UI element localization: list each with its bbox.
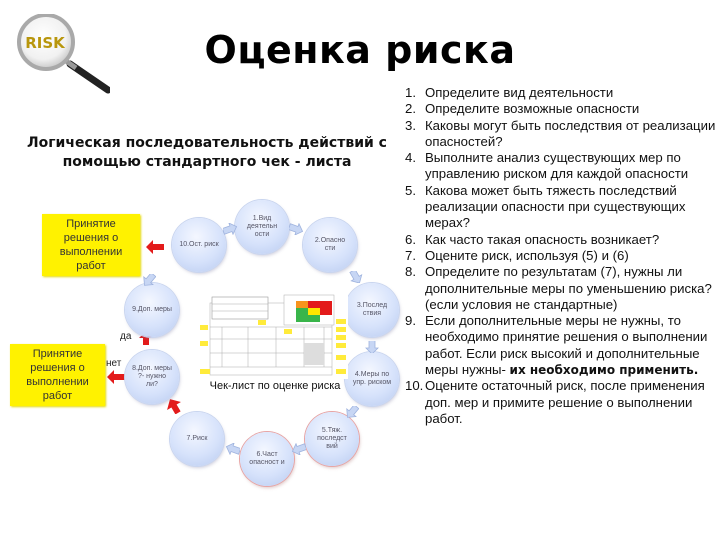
decision-box-bottom: Принятие решения о выполнении работ <box>10 344 105 406</box>
list-item: 1. Определите вид деятельности <box>405 85 614 100</box>
page-title: Оценка риска <box>204 28 516 72</box>
decision-box-top: Принятие решения о выполнении работ <box>42 214 140 276</box>
yes-label: да <box>120 331 132 342</box>
cycle-step-2: 2.Опасно сти <box>303 218 357 272</box>
cycle-step-5: 5.Тяж. последст вий <box>305 412 359 466</box>
connector-arrow-icon <box>349 270 363 282</box>
connector-arrow-icon <box>226 442 240 454</box>
risk-magnifier-logo <box>10 14 110 94</box>
list-item: 2. Определите возможные опасности <box>405 101 640 117</box>
connector-arrow-icon <box>223 222 237 234</box>
list-item: 8. Определите по результатам (7), нужны ли дополнительные меры по уменьшению риска? (если условия не стандартные) <box>405 264 712 312</box>
list-item: 5. Какова может быть тяжесть последствий реализации опасности при существующих мерах? <box>405 182 686 231</box>
red-arrow-left-icon <box>146 240 164 254</box>
cycle-step-8: 8.Доп. меры ?- нужно ли? <box>125 350 179 404</box>
svg-text:RISK: RISK <box>25 34 65 52</box>
no-label: нет <box>106 358 122 369</box>
emphasis-text: их необходимо применить. <box>509 363 699 378</box>
cycle-step-1: 1.Вид деятельн ости <box>235 200 289 254</box>
cycle-step-10: 10.Ост. риск <box>172 218 226 272</box>
list-item: 4. Выполните анализ существующих мер по управлению риском для каждой опасности <box>405 150 689 182</box>
cycle-step-3: 3.Послед ствия <box>345 283 399 337</box>
cycle-step-4: 4.Меры по упр. риском <box>345 352 399 406</box>
checklist-caption: Чек-лист по оценке риска <box>209 380 341 392</box>
list-item: 10. Оцените остаточный риск, после применения доп. мер и примите решение о выполнении работ. <box>405 378 705 426</box>
checklist-thumbnail <box>200 293 348 379</box>
diagram-subtitle <box>22 134 392 172</box>
red-arrow-left-icon <box>107 370 125 384</box>
connector-arrow-icon <box>365 340 379 352</box>
connector-arrow-icon <box>289 222 303 234</box>
cycle-step-7: 7.Риск <box>170 412 224 466</box>
subtitle-line-1: Логическая последовательность действий с <box>27 135 387 151</box>
red-arrow-up-icon <box>166 398 182 419</box>
list-item: 9. Если дополнительные меры не нужны, то необходимо принятие решения о выполнении работ. Если риск высокий и дополнительные меры нужны- их необходимо применить. <box>405 313 708 378</box>
steps-list <box>405 85 717 427</box>
connector-arrow-icon <box>142 273 156 285</box>
cycle-step-6: 6.Част опасност и <box>240 432 294 486</box>
list-item: 7. Оцените риск, используя (5) и (6) <box>405 247 629 263</box>
cycle-step-9: 9.Доп. меры <box>125 283 179 337</box>
connector-arrow-icon <box>345 405 359 417</box>
connector-arrow-icon <box>292 442 306 454</box>
subtitle-line-2: помощью стандартного чек - листа <box>62 154 352 170</box>
list-item: 3. Каковы могут быть последствия от реализации опасностей? <box>405 117 716 149</box>
list-item: 6. Как часто такая опасность возникает? <box>405 231 660 247</box>
